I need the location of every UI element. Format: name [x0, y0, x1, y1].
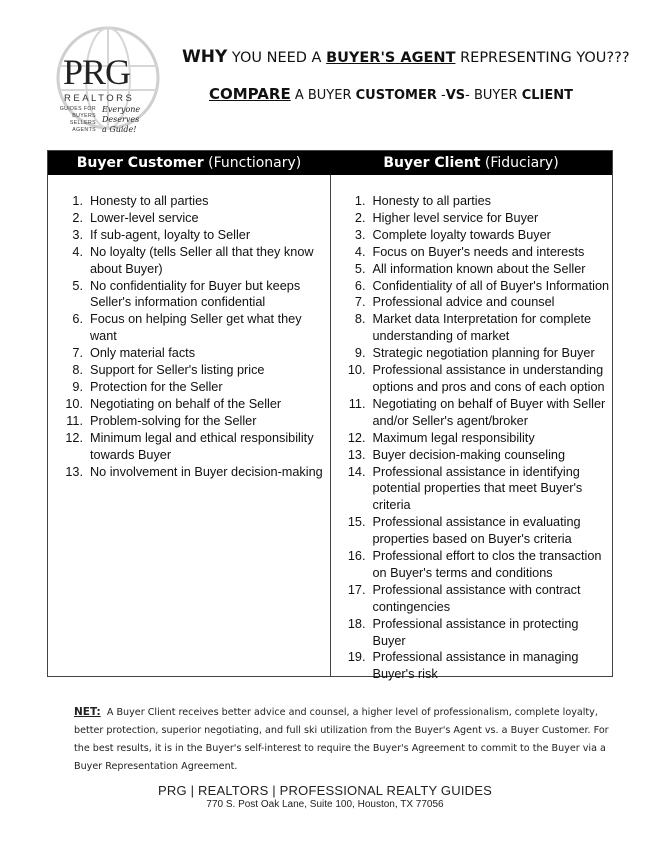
list-item-text: Lower-level service [90, 210, 199, 225]
list-item [331, 362, 613, 396]
list-item [48, 311, 330, 345]
list-item-number: 6. [354, 278, 366, 293]
list-item-number: 16. [347, 549, 366, 564]
list-item [331, 261, 613, 278]
list-item-text: Professional assistance with contract contingencies [372, 582, 581, 614]
title-why: WHY [182, 47, 228, 67]
list-item-text: Confidentiality of all of Buyer's Information [372, 278, 610, 293]
list-item-text: Protection for the Seller [90, 379, 223, 394]
right-header-bold: Buyer Client [383, 155, 481, 171]
list-item-number: 12. [65, 430, 83, 445]
list-item [48, 430, 330, 464]
list-item-number: 15. [347, 515, 366, 530]
footer-address: 770 S. Post Oak Lane, Suite 100, Houston, TX 77056 [206, 799, 444, 810]
list-item [48, 210, 330, 227]
comparison-table [47, 150, 613, 682]
net-label: NET: [74, 706, 101, 718]
list-item [331, 227, 613, 244]
list-item-number: 8. [72, 363, 83, 378]
logo-tagline [102, 105, 140, 135]
list-item-text: Negotiating on behalf of Buyer with Seller and/or Seller's agent/broker [372, 396, 606, 428]
list-item [331, 548, 613, 582]
list-item-text: If sub-agent, loyalty to Seller [90, 227, 251, 242]
list-item-text: Professional advice and counsel [372, 295, 555, 310]
list-item [331, 649, 613, 683]
list-item-text: Negotiating on behalf of the Seller [90, 396, 282, 411]
list-item-text: Honesty to all parties [90, 194, 209, 208]
list-item [331, 278, 613, 295]
left-header-bold: Buyer Customer [76, 155, 204, 171]
subtitle-compare: COMPARE [209, 85, 291, 103]
list-item-number: 4. [354, 244, 366, 259]
list-item-number: 4. [72, 244, 83, 259]
list-item-number: 14. [347, 464, 366, 479]
logo-realtors: REALTORS [64, 93, 135, 104]
right-column-header [330, 151, 612, 175]
logo-guides-line: GUIDES FOR [59, 106, 96, 112]
buyer-customer-column [48, 175, 331, 676]
list-item-number: 1. [354, 194, 366, 208]
buyer-customer-list [48, 175, 330, 480]
list-item-number: 7. [72, 346, 83, 361]
list-item [48, 345, 330, 362]
list-item-number: 3. [72, 227, 83, 242]
subtitle-dash2: - BUYER [465, 88, 522, 103]
logo-guides-line: SELLERS [69, 120, 96, 126]
list-item-text: Higher level service for Buyer [372, 210, 539, 225]
list-item [48, 244, 330, 278]
list-item-number: 10. [65, 396, 83, 411]
list-item [48, 413, 330, 430]
list-item [331, 193, 613, 210]
list-item-text: No involvement in Buyer decision-making [90, 464, 323, 479]
list-item-number: 13. [65, 464, 83, 479]
list-item-text: Focus on helping Seller get what they want [90, 312, 302, 344]
title-agent: BUYER'S AGENT [326, 50, 456, 66]
list-item-text: Support for Seller's listing price [90, 363, 265, 378]
list-item-number: 2. [72, 210, 83, 225]
list-item-number: 5. [354, 261, 366, 276]
net-text: A Buyer Client receives better advice and counsel, a higher level of professionalism, complete loyalty, better protection, superior negotiating, and full ski utilization from the Buyer's Agent vs. a Buyer Customer. For the best results, it is in the Buyer's self-interest to require the Buyer's Agreement to commit to the Buyer via a Buyer Representation Agreement. [74, 707, 609, 772]
list-item-number: 5. [72, 278, 83, 293]
list-item [331, 294, 613, 311]
list-item-text: Professional assistance in identifying potential properties that meet Buyer's criteria [372, 464, 583, 513]
list-item-text: Strategic negotiation planning for Buyer [372, 346, 595, 361]
company-logo [52, 26, 164, 138]
logo-tagline-line: Deserves [102, 115, 140, 124]
list-item-number: 7. [354, 295, 366, 310]
list-item-number: 3. [354, 227, 366, 242]
table-header [48, 151, 612, 175]
list-item-number: 11. [348, 396, 366, 411]
logo-guides-line: AGENTS [72, 127, 96, 133]
list-item-number: 9. [354, 346, 366, 361]
page-subtitle [209, 85, 573, 103]
list-item [48, 278, 330, 312]
list-item-number: 2. [354, 210, 366, 225]
logo-tagline-line: Everyone [102, 105, 141, 114]
list-item [48, 396, 330, 413]
list-item [48, 464, 330, 481]
list-item-text: Professional assistance in evaluating properties based on Buyer's criteria [372, 515, 581, 547]
title-end: REPRESENTING YOU??? [455, 50, 630, 66]
list-item [331, 311, 613, 345]
list-item [48, 379, 330, 396]
list-item-text: No confidentiality for Buyer but keeps Seller's information confidential [90, 278, 301, 310]
subtitle-dash1: - [436, 88, 446, 103]
list-item-number: 13. [347, 447, 366, 462]
table-body [48, 175, 612, 682]
list-item [331, 345, 613, 362]
footer-company: PRG | REALTORS | PROFESSIONAL REALTY GUIDES [158, 783, 492, 798]
subtitle-a: A BUYER [290, 88, 356, 103]
list-item-text: Maximum legal responsibility [372, 430, 535, 445]
list-item [331, 430, 613, 447]
list-item [48, 362, 330, 379]
subtitle-customer: CUSTOMER [355, 88, 437, 103]
list-item-number: 12. [347, 430, 366, 445]
net-summary [74, 703, 614, 776]
left-header-normal: (Functionary) [203, 155, 302, 171]
list-item-text: Only material facts [90, 346, 196, 361]
list-item-text: Minimum legal and ethical responsibility towards Buyer [90, 430, 314, 462]
list-item-text: Market data Interpretation for complete understanding of market [372, 312, 592, 344]
list-item [331, 396, 613, 430]
list-item-text: Professional assistance in understanding options and pros and cons of each option [372, 363, 605, 394]
buyer-client-column [331, 175, 613, 682]
list-item [331, 447, 613, 464]
subtitle-client: CLIENT [521, 88, 573, 103]
list-item [331, 210, 613, 227]
list-item [331, 582, 613, 616]
list-item-text: Problem-solving for the Seller [90, 413, 257, 428]
list-item-text: Buyer decision-making counseling [372, 447, 566, 462]
list-item-number: 10. [347, 363, 366, 378]
logo-brand: PRG [63, 52, 131, 92]
list-item [331, 464, 613, 515]
title-mid: YOU NEED A [227, 50, 327, 66]
list-item [331, 616, 613, 650]
list-item-text: Professional assistance in managing Buyer's risk [372, 650, 579, 682]
list-item-number: 18. [347, 616, 366, 631]
page-title [182, 47, 630, 67]
list-item [331, 244, 613, 261]
logo-tagline-line: a Guide! [102, 125, 137, 134]
list-item-number: 6. [72, 312, 83, 327]
list-item-text: No loyalty (tells Seller all that they know about Buyer) [90, 244, 314, 276]
list-item-number: 17. [347, 582, 366, 597]
list-item-text: Honesty to all parties [372, 194, 491, 208]
right-header-normal: (Fiduciary) [480, 155, 559, 171]
logo-guides-line: BUYERS [72, 113, 96, 119]
list-item [331, 514, 613, 548]
list-item-text: Focus on Buyer's needs and interests [372, 244, 585, 259]
list-item-number: 19. [347, 650, 366, 665]
logo-guides [52, 106, 96, 134]
list-item-text: Complete loyalty towards Buyer [372, 227, 551, 242]
list-item-text: Professional assistance in protecting Buyer [372, 616, 579, 648]
buyer-client-list [331, 175, 613, 683]
list-item [48, 193, 330, 210]
list-item [48, 227, 330, 244]
list-item-number: 1. [72, 194, 83, 208]
subtitle-vs: VS [445, 88, 466, 103]
list-item-text: Professional effort to clos the transaction on Buyer's terms and conditions [372, 549, 602, 580]
list-item-text: All information known about the Seller [372, 261, 586, 276]
left-column-header [48, 151, 330, 175]
list-item-number: 9. [72, 379, 83, 394]
list-item-number: 11. [66, 413, 83, 428]
list-item-number: 8. [354, 312, 366, 327]
